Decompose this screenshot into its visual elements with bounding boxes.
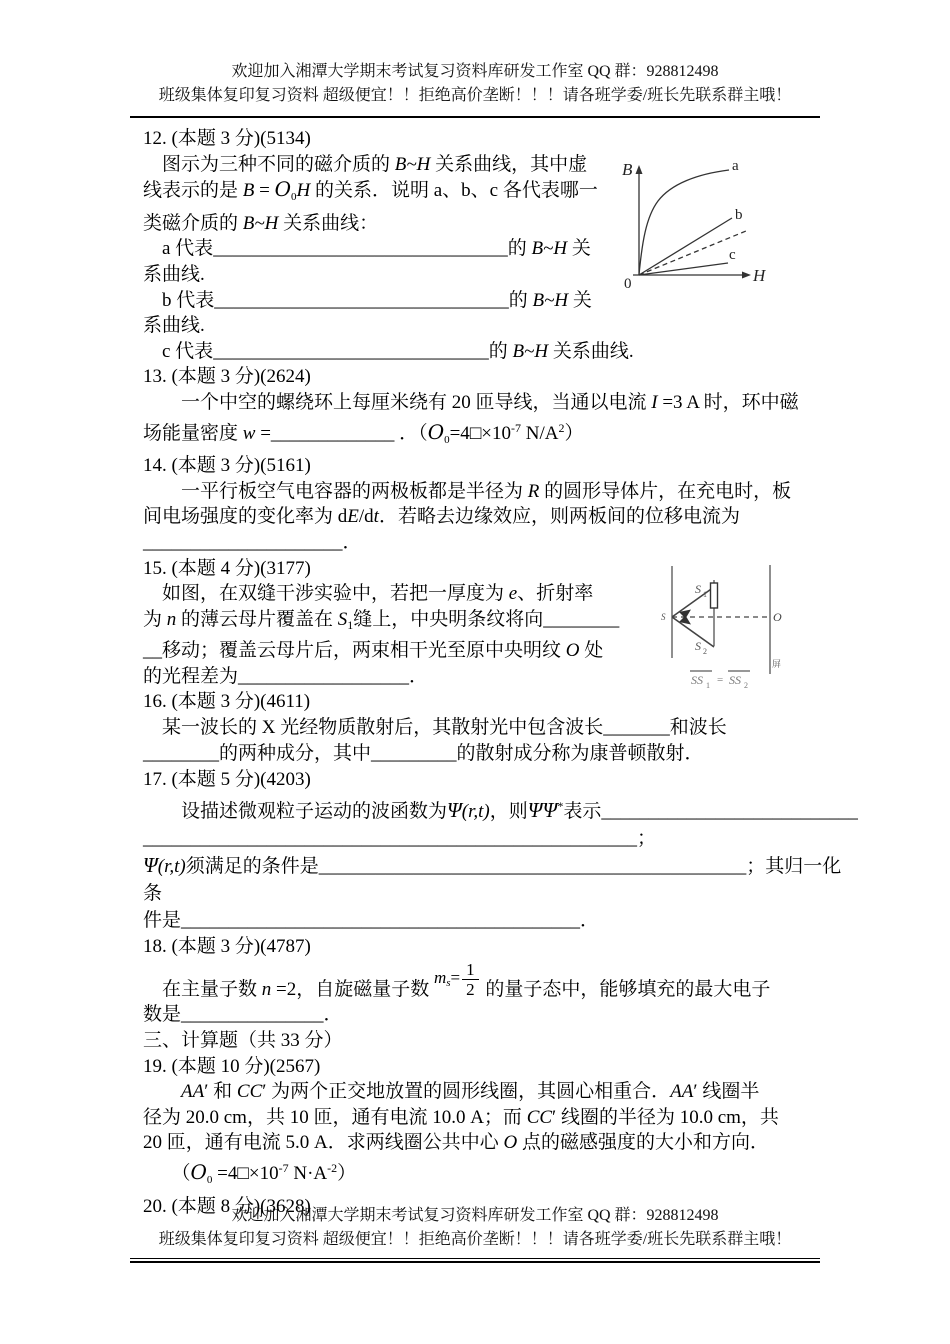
fill-blank-line: _____________________． bbox=[143, 531, 362, 553]
figure-bh-curves bbox=[615, 155, 810, 295]
fill-blank-line: Ψ(r,t)须满足的条件是_____________________________________________；其归一化 bbox=[143, 853, 842, 878]
point-o-label: O bbox=[773, 610, 782, 624]
screen-label: 屏 bbox=[772, 659, 782, 669]
distance-right-sub: 2 bbox=[744, 681, 748, 690]
question-13 bbox=[143, 364, 820, 453]
text-line: 20. (本题 8 分)(3628) bbox=[143, 1195, 311, 1217]
footer-divider-thick bbox=[130, 1261, 820, 1263]
figure-double-slit bbox=[659, 560, 831, 694]
text-line: 20 匝，通有电流 5.0 A．求两线圈公共中心 O 点的磁感强度的大小和方向． bbox=[143, 1132, 769, 1154]
fill-blank-line: b 代表_______________________________的 B~H 关 bbox=[143, 289, 592, 311]
text-line: 18. (本题 3 分)(4787) bbox=[143, 936, 311, 958]
footer-notice-line-2: 班级集体复印复习资料 超级便宜！！拒绝高价垄断！！！请各班学委/班长先联系群主哦！ bbox=[158, 1231, 792, 1248]
eq-m-sub: s bbox=[446, 976, 451, 989]
fill-blank-line: 设描述微观粒子运动的波函数为Ψ(r,t)，则ΨΨ*表示___________________________ bbox=[143, 798, 858, 823]
text-line: 一平行板空气电容器的两极板都是半径为 R 的圆形导体片，在充电时，板 bbox=[143, 480, 792, 502]
origin-label: 0 bbox=[624, 276, 632, 292]
section-3-heading: 三、计算题（共 33 分） bbox=[143, 1030, 343, 1052]
slit1-label: S bbox=[695, 582, 701, 596]
text-line: 如图，在双缝干涉实验中，若把一厚度为 e、折射率 bbox=[143, 583, 594, 605]
slit2-sub: 2 bbox=[703, 647, 707, 656]
text-line: 间电场强度的变化率为 dE/dt．若略去边缘效应，则两板间的位移电流为 bbox=[143, 506, 740, 528]
text-line: 15. (本题 4 分)(3177) bbox=[143, 557, 311, 579]
eq-numerator: 1 bbox=[462, 960, 479, 980]
distance-equals: = bbox=[717, 674, 724, 686]
text-line: __移动；覆盖云母片后，两束相干光至原中央明纹 O 处 bbox=[143, 640, 604, 662]
fill-blank-line: 的光程差为__________________． bbox=[143, 665, 429, 687]
spin-quantum-equation bbox=[433, 959, 481, 1000]
eq-denominator: 2 bbox=[466, 979, 475, 999]
equation-prefix: 在主量子数 n =2，自旋磁量子数 bbox=[143, 978, 434, 1000]
fill-blank-line: a 代表_______________________________的 B~H 关 bbox=[143, 238, 591, 260]
footer-divider-thin bbox=[130, 1258, 820, 1259]
slit2-label: S bbox=[695, 639, 701, 653]
text-line: 条 bbox=[143, 883, 163, 905]
text-line: 17. (本题 5 分)(4203) bbox=[143, 769, 311, 791]
text-line: （$O_0$ $=4□\times 10^{-7}$ $N\cdot A^{-2}$） bbox=[143, 1160, 357, 1186]
header-notice-line-2: 班级集体复印复习资料 超级便宜！！拒绝高价垄断！！！请各班学委/班长先联系群主哦！ bbox=[158, 87, 792, 104]
distance-right-label: SS bbox=[729, 673, 741, 687]
text-line: 类磁介质的 B~H 关系曲线： bbox=[143, 212, 379, 234]
axis-label-b: B bbox=[622, 160, 633, 179]
text-line: 13. (本题 3 分)(2624) bbox=[143, 366, 311, 388]
fill-blank-line: 某一波长的 X 光经物质散射后，其散射光中包含波长_______和波长 bbox=[143, 717, 727, 739]
distance-left-sub: 1 bbox=[706, 681, 710, 690]
equation-line bbox=[143, 960, 820, 1003]
text-line: 16. (本题 3 分)(4611) bbox=[143, 691, 311, 713]
text-line: 系曲线. bbox=[143, 263, 205, 285]
curve-c-label: c bbox=[729, 247, 736, 263]
fill-blank-line: 为 n 的薄云母片覆盖在 $S_1$缝上，中央明条纹将向________ bbox=[143, 608, 620, 632]
eq-fraction bbox=[462, 960, 479, 999]
equation-suffix: 的量子态中，能够填充的最大电子 bbox=[480, 978, 771, 1000]
curve-b-label: b bbox=[735, 207, 743, 223]
text-line: 径为 20.0 cm，共 10 匝，通有电流 10.0 A；而 CC′ 线圈的半径为 10.0 cm，共 bbox=[143, 1106, 779, 1128]
text-line: 线表示的是 $B = O_0H$ 的关系．说明 a、b、c 各代表哪一 bbox=[143, 177, 598, 204]
header-divider bbox=[130, 116, 820, 118]
header-notice-line-1: 欢迎加入湘潭大学期末考试复习资料库研发工作室 QQ 群：928812498 bbox=[231, 63, 719, 80]
text-line: 14. (本题 3 分)(5161) bbox=[143, 455, 311, 477]
text-line: 一个中空的螺绕环上每厘米绕有 20 匝导线，当通以电流 I =3 A 时，环中磁 bbox=[143, 391, 799, 413]
fill-blank-line: c 代表_____________________________的 B~H 关系曲线. bbox=[143, 340, 634, 362]
header-notice bbox=[130, 60, 820, 108]
footer bbox=[0, 1204, 950, 1263]
question-19 bbox=[143, 1054, 820, 1194]
slit1-sub: 1 bbox=[703, 590, 707, 599]
text-line: 12. (本题 3 分)(5134) bbox=[143, 128, 311, 149]
fill-blank-line: ________的两种成分，其中_________的散射成分称为康普顿散射． bbox=[143, 742, 704, 764]
source-label: S bbox=[661, 612, 666, 622]
eq-m: m bbox=[433, 967, 447, 987]
eq-equals: = bbox=[450, 967, 461, 987]
distance-left-label: SS bbox=[691, 673, 703, 687]
text-line: 19. (本题 10 分)(2567) bbox=[143, 1055, 321, 1077]
text-line: AA′ 和 CC′ 为两个正交地放置的圆形线圈，其圆心相重合．AA′ 线圈半 bbox=[181, 1081, 760, 1103]
fill-blank-line: ____________________________________________________； bbox=[143, 828, 657, 850]
text-line: 系曲线. bbox=[143, 315, 205, 337]
fill-blank-line: 场能量密度 w =_____________ ．（$O_0=4□\times 10^{-7}$ $N/A^2$） bbox=[143, 419, 584, 446]
axis-label-h: H bbox=[753, 266, 766, 285]
question-17 bbox=[143, 766, 858, 934]
question-18 bbox=[143, 934, 820, 1028]
footer-notice bbox=[130, 1204, 820, 1252]
text-line: 图示为三种不同的磁介质的 B~H 关系曲线，其中虚 bbox=[143, 153, 588, 175]
question-14 bbox=[143, 453, 820, 555]
question-16 bbox=[143, 689, 820, 766]
footer-notice-line-1: 欢迎加入湘潭大学期末考试复习资料库研发工作室 QQ 群：928812498 bbox=[231, 1207, 719, 1224]
fill-blank-line: 件是__________________________________________． bbox=[143, 910, 600, 932]
curve-a-label: a bbox=[732, 158, 739, 174]
fill-blank-line: 数是_______________． bbox=[143, 1004, 343, 1026]
